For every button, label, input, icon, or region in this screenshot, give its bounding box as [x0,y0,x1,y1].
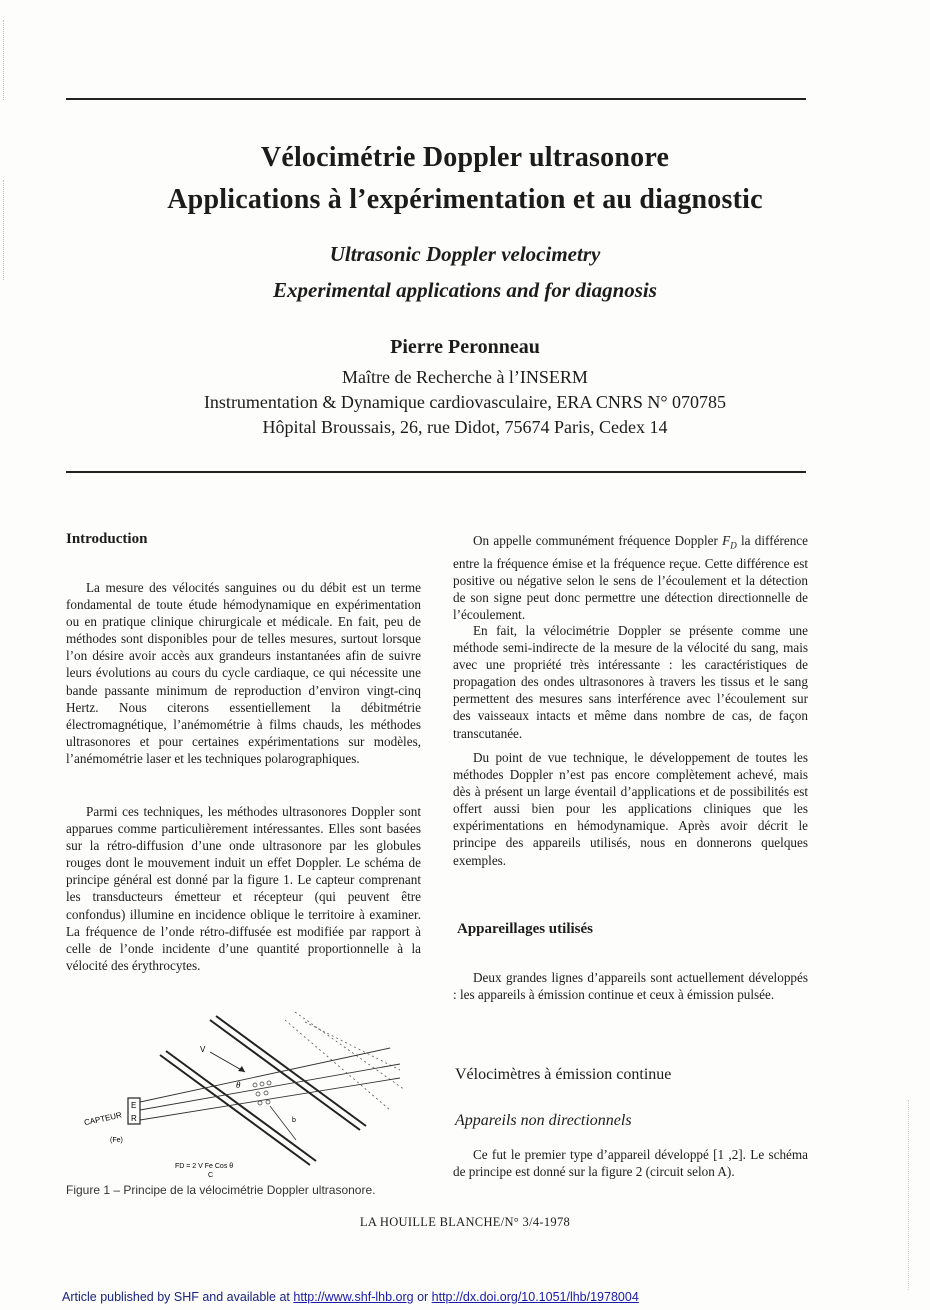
journal-reference: LA HOUILLE BLANCHE/N° 3/4-1978 [359,1215,571,1229]
figure-1-diagram [70,1010,420,1180]
b-label: b [292,1117,296,1124]
scan-edge-mark [3,20,6,100]
right-paragraph-2: En fait, la vélocimétrie Doppler se présente comme une méthode semi-indirecte de la mesure de la vélocité du sang, mais avec une propriété très intéressante : les caractéristiques de propagation des ondes ultrasonores à travers les tissus et le sang permettent des mesures sans interférence avec l’écoulement sur des vaisseaux intacts et même dans nombre de cas, de façon transcutanée. [453,623,808,741]
doppler-principle-diagram [70,1010,420,1180]
vessel-walls [160,1016,366,1165]
author-name: Pierre Peronneau [390,336,540,358]
footer-or: or [413,1290,432,1304]
receiver-label: R [131,1114,137,1123]
fe-label: (Fe) [110,1137,123,1144]
capteur-label: CAPTEUR [83,1110,123,1128]
top-rule [66,98,806,100]
paragraph-text-end: la différence entre la fréquence émise et la fréquence reçue. Cette différence est positive ou négative selon le sens de l’écoulement et la détection de son signe peut donc permettre une détection directionnelle de l’écoulement. [453,533,808,623]
fd-subscript: D [730,540,737,551]
figure-1-caption: Figure 1 – Principe de la vélocimétrie Doppler ultrasonore. [66,1183,376,1197]
ultrasound-beam-lines [285,1012,405,1110]
doppler-formula-denominator: C [208,1172,214,1179]
affiliation-line-2: Instrumentation & Dynamique cardiovasculaire, ERA CNRS N° 070785 [203,392,727,412]
section-heading-appareillages: Appareillages utilisés [457,921,593,937]
shf-link[interactable]: http://www.shf-lhb.org [293,1290,414,1304]
right-paragraph-4: Deux grandes lignes d’appareils sont actuellement développés : les appareils à émission continue et ceux à émission pulsée. [453,970,808,1003]
right-paragraph-5: Ce fut le premier type d’appareil développé [1 ,2]. Le schéma de principe est donné sur la figure 2 (circuit selon A). [453,1147,808,1180]
velocity-label: V [200,1045,206,1054]
intro-paragraph-1: La mesure des vélocités sanguines ou du débit est un terme fondamental de toute étude hémodynamique en expérimentation ou en pratique clinique chirurgicale et médicale. En fait, peu de méthodes sont disponibles pour de telles mesures, surtout lorsque l’on désire avoir accès aux grandeurs instantanées afin de suivre leurs évolutions au cours du cycle cardiaque, ce qui nécessite une bande passante minimum de reproduction d’environ vingt-cinq Hertz. Nous citerons essentiellement la débitmétrie électromagnétique, l’anémométrie à films chauds, les méthodes ultrasonores et pour certaines expérimentations sur modèles, l’anémométrie laser et les techniques polarographiques. [66,580,421,766]
paragraph-text-start: On appelle communément fréquence Doppler [473,533,723,548]
subtitle-line-2: Experimental applications and for diagnosis [273,278,657,302]
title-line-2: Applications à l’expérimentation et au diagnostic [167,184,763,215]
scan-edge-mark [908,1100,911,1290]
bottom-rule [66,471,806,473]
publication-footer [62,1290,639,1304]
title-line-1: Vélocimétrie Doppler ultrasonore [260,142,670,173]
emitter-label: E [131,1101,137,1110]
right-paragraph-1 [453,532,808,623]
intro-paragraph-2: Parmi ces techniques, les méthodes ultrasonores Doppler sont apparues comme particulièrement intéressantes. Elles sont basées sur la rétro-diffusion d’une onde ultrasonore par les globules rouges dont le mouvement induit un effet Doppler. Le schéma de principe général est donné par la figure 1. Le capteur comprenant les transducteurs émetteur et récepteur (qui peuvent être confondus) illumine en incidence oblique le territoire à examiner. La fréquence de l’onde rétro-diffusée est modifiée par rapport à celle de l’onde incidente d’une quantité proportionnelle à la vélocité des érythrocytes. [66,804,421,973]
subsubsection-heading-nondirectional: Appareils non directionnels [455,1112,632,1129]
subtitle-line-1: Ultrasonic Doppler velocimetry [329,242,601,266]
doppler-formula: FD = 2 V Fe Cos θ [175,1163,234,1170]
subsection-heading-continuous: Vélocimètres à émission continue [455,1066,672,1083]
section-heading-introduction: Introduction [66,531,148,547]
footer-prefix: Article published by SHF and available at [62,1290,294,1304]
affiliation-line-1: Maître de Recherche à l’INSERM [342,367,588,387]
doi-link[interactable]: http://dx.doi.org/10.1051/lhb/1978004 [431,1290,639,1304]
affiliation-line-3: Hôpital Broussais, 26, rue Didot, 75674 Paris, Cedex 14 [262,417,668,437]
fd-symbol: F [722,533,731,548]
right-paragraph-3: Du point de vue technique, le développement de toutes les méthodes Doppler n’est pas encore complètement achevé, mais dès à présent un large éventail d’applications et de possibilités est offert aussi bien pour les applications cliniques que les expérimentations en hémodynamique. Après avoir décrit le principe des appareils utilisés, nous en donnerons quelques exemples. [453,750,808,868]
theta-label: θ [236,1080,241,1090]
